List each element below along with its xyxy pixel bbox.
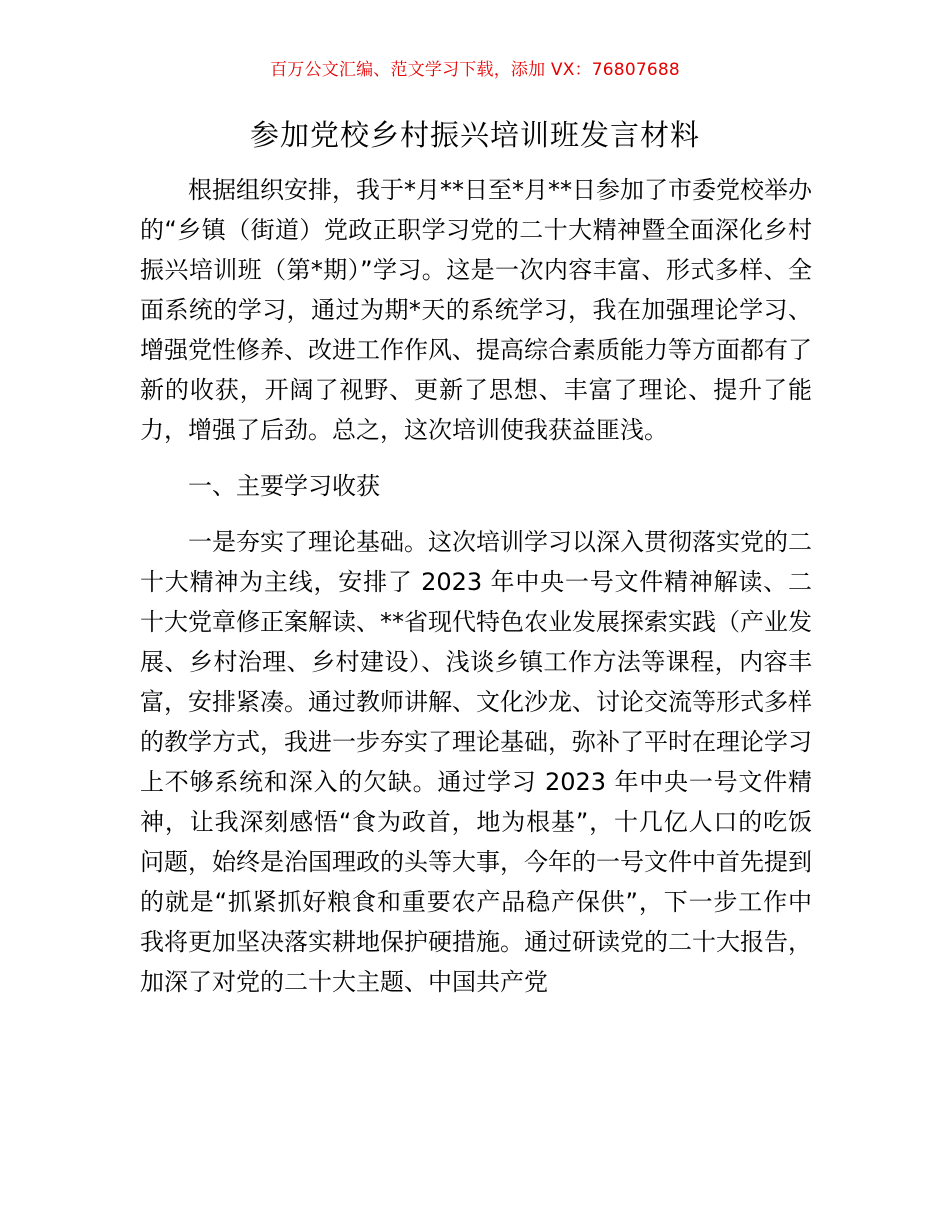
header-note: 百万公文汇编、范文学习下载，添加 VX：76807688	[270, 60, 680, 80]
document-title: 参加党校乡村振兴培训班发言材料	[249, 118, 700, 152]
paragraph-theory: 一是夯实了理论基础。这次培训学习以深入贯彻落实党的二十大精神为主线，安排了 2023 年中央一号文件精神解读、二十大党章修正案解读、**省现代特色农业发展探索实践（产业发展、乡村治理、乡村建设）、浅谈乡镇工作方法等课程，内容丰富，安排紧凑。通过教师讲解、文化沙龙、讨论交流等形式多样的教学方式，我进一步夯实了理论基础，弥补了平时在理论学习上不够系统和深入的欠缺。通过学习 2023 年中央一号文件精神，让我深刻感悟“食为政首，地为根基”，十几亿人口的吃饭问题，始终是治国理政的头等大事，今年的一号文件中首先提到的就是“抓紧抓好粮食和重要农产品稳产保供”，下一步工作中我将更加坚决落实耕地保护硬措施。通过研读党的二十大报告，加深了对党的二十大主题、中国共产党	[140, 528, 812, 996]
section-heading: 一、主要学习收获	[188, 472, 380, 500]
document-body	[140, 170, 812, 1002]
paragraph-intro: 根据组织安排，我于*月**日至*月**日参加了市委党校举办的“乡镇（街道）党政正职学习党的二十大精神暨全面深化乡村振兴培训班（第*期）”学习。这是一次内容丰富、形式多样、全面系统的学习，通过为期*天的系统学习，我在加强理论学习、增强党性修养、改进工作作风、提高综合素质能力等方面都有了新的收获，开阔了视野、更新了思想、丰富了理论、提升了能力，增强了后劲。总之，这次培训使我获益匪浅。	[140, 176, 812, 444]
